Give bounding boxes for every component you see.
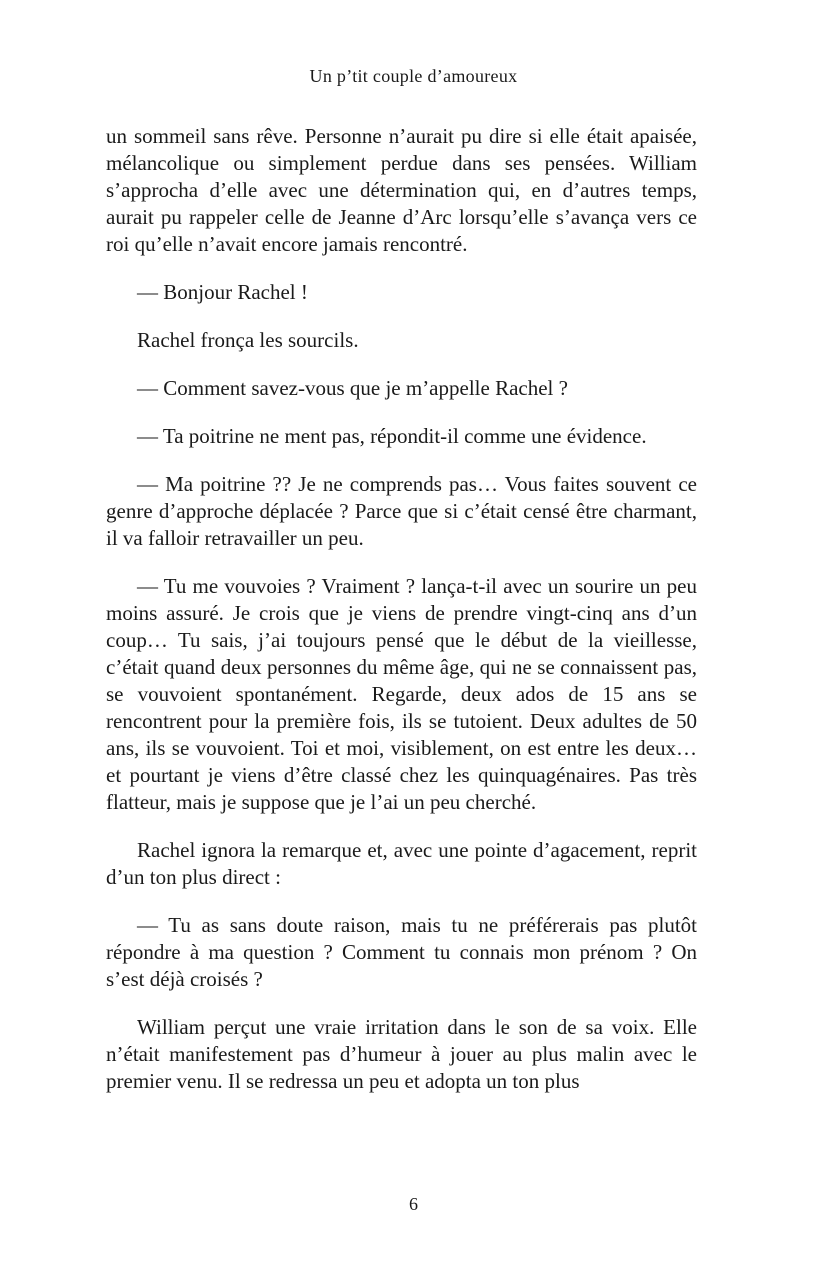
narration-paragraph: Rachel ignora la remarque et, avec une pointe d’agacement, reprit d’un ton plus direct : (106, 838, 697, 889)
page-number: 6 (409, 1194, 418, 1214)
dialogue-paragraph: — Ma poitrine ?? Je ne comprends pas… Vous faites souvent ce genre d’approche déplacée ? Parce que si c’était censé être charmant, il va falloir retravailler un peu. (106, 472, 697, 550)
running-header: Un p’tit couple d’amoureux (309, 66, 518, 86)
narration-paragraph: Rachel fronça les sourcils. (137, 328, 359, 352)
dialogue-paragraph: — Bonjour Rachel ! (137, 280, 308, 304)
dialogue-paragraph: — Ta poitrine ne ment pas, répondit-il comme une évidence. (137, 424, 647, 448)
dialogue-paragraph: — Comment savez-vous que je m’appelle Rachel ? (137, 376, 568, 400)
paragraph-continuation: un sommeil sans rêve. Personne n’aurait pu dire si elle était apaisée, mélancolique ou simplement perdue dans ses pensées. William s’approcha d’elle avec une détermination qui, en d’autres temps, aurait pu rappeler celle de Jeanne d’Arc lorsqu’elle s’avança vers ce roi qu’elle n’avait encore jamais rencontré. (106, 124, 697, 256)
dialogue-paragraph: — Tu as sans doute raison, mais tu ne préférerais pas plutôt répondre à ma question ? Comment tu connais mon prénom ? On s’est déjà croisés ? (106, 913, 697, 991)
dialogue-paragraph: — Tu me vouvoies ? Vraiment ? lança-t-il avec un sourire un peu moins assuré. Je crois que je viens de prendre vingt-cinq ans d’un coup… Tu sais, j’ai toujours pensé que le début de la vieillesse, c’était quand deux personnes du même âge, qui ne se connaissent pas, se vouvoient spontanément. Regarde, deux ados de 15 ans se rencontrent pour la première fois, ils se tutoient. Deux adultes de 50 ans, ils se vouvoient. Toi et moi, visiblement, on est entre les deux… et pourtant je viens d’être classé chez les quinquagénaires. Pas très flatteur, mais je suppose que je l’ai un peu cherché. (106, 574, 697, 814)
narration-paragraph: William perçut une vraie irritation dans le son de sa voix. Elle n’était manifestement pas d’humeur à jouer au plus malin avec le premier venu. Il se redressa un peu et adopta un ton plus (106, 1015, 697, 1093)
body-text (106, 123, 697, 1095)
